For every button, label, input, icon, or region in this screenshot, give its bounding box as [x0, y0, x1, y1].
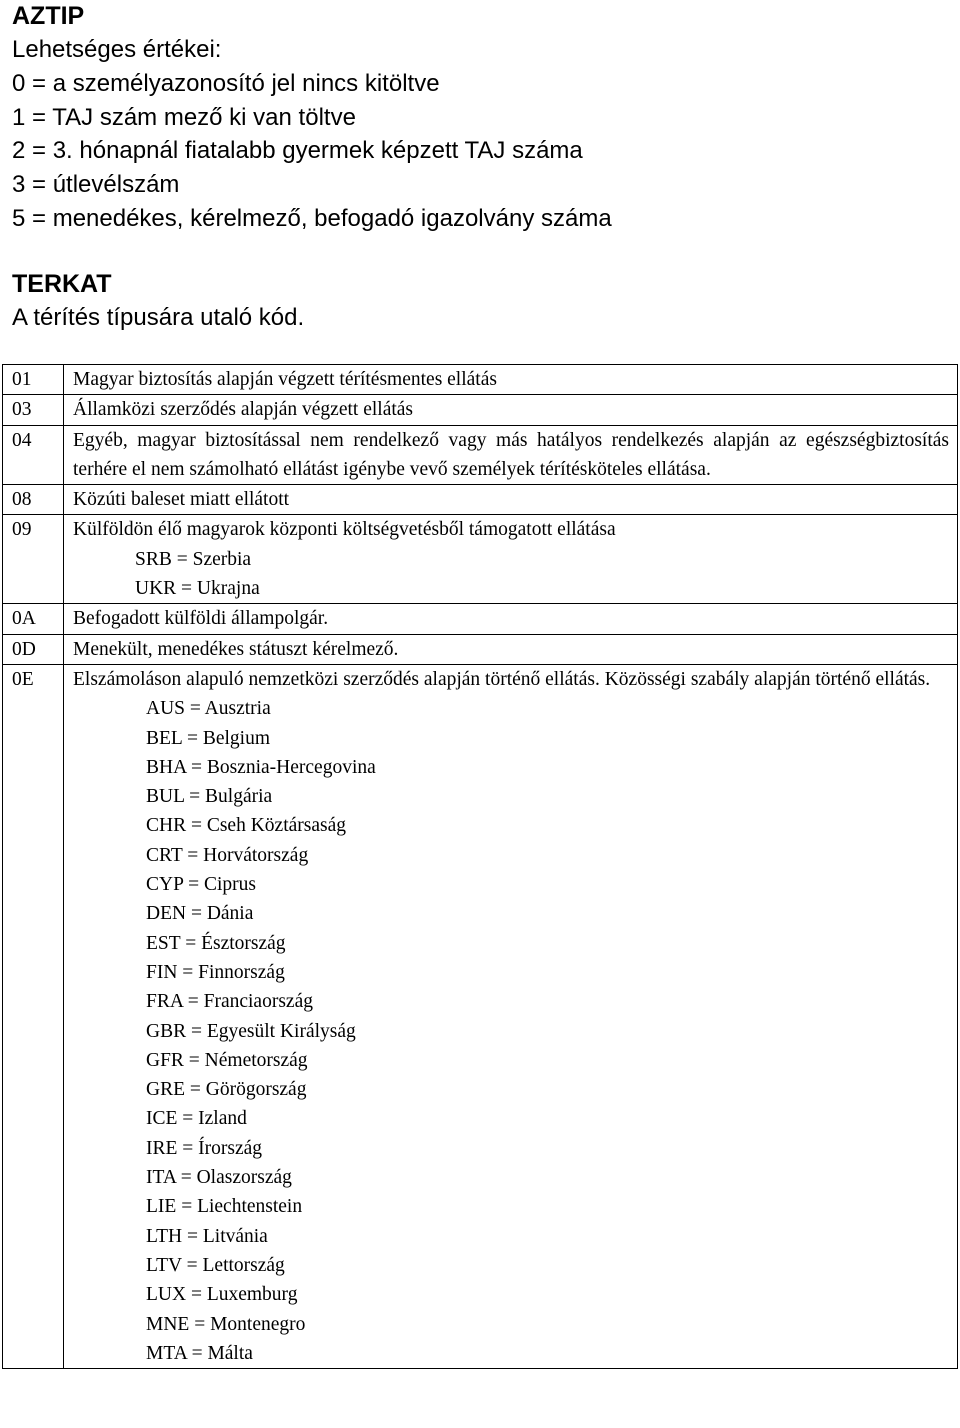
code-description: Államközi szerződés alapján végzett ellátás [73, 399, 414, 421]
country-item: GFR = Németország [146, 1049, 308, 1071]
code-description: Befogadott külföldi állampolgár. [73, 608, 329, 630]
country-item: FIN = Finnország [146, 961, 285, 983]
country-item: GRE = Görögország [146, 1079, 307, 1101]
code-cell: 0A [3, 604, 64, 634]
country-item: LTH = Litvánia [146, 1225, 268, 1247]
terkat-section [12, 268, 304, 335]
country-item: LUX = Luxemburg [146, 1284, 298, 1306]
code-description: Magyar biztosítás alapján végzett térítésmentes ellátás [73, 369, 497, 390]
country-item: ITA = Olaszország [146, 1167, 292, 1189]
country-item: UKR = Ukrajna [135, 578, 260, 600]
aztip-section [12, 0, 612, 236]
country-item: CRT = Horvátország [146, 844, 309, 866]
country-item: BHA = Bosznia-Hercegovina [146, 756, 376, 778]
description-cell [64, 515, 958, 604]
code-row [3, 664, 958, 1368]
aztip-intro: Lehetséges értékei: [12, 36, 222, 63]
terkat-intro: A térítés típusára utaló kód. [12, 304, 305, 331]
code-description: Közúti baleset miatt ellátott [73, 489, 290, 511]
description-cell [64, 365, 958, 395]
description-cell [64, 634, 958, 664]
code-cell: 0D [3, 634, 64, 664]
country-item: IRE = Írország [146, 1137, 263, 1159]
country-item: CHR = Cseh Köztársaság [146, 815, 347, 837]
country-item: MNE = Montenegro [146, 1313, 306, 1335]
code-row [3, 604, 958, 634]
description-cell [64, 664, 958, 1368]
country-item: LIE = Liechtenstein [146, 1196, 303, 1218]
terkat-heading: TERKAT [12, 270, 112, 298]
code-row [3, 365, 958, 395]
country-item: GBR = Egyesült Királyság [146, 1020, 356, 1042]
aztip-value: 2 = 3. hónapnál fiatalabb gyermek képzett TAJ száma [12, 137, 583, 165]
code-cell: 01 [3, 365, 64, 395]
country-item: BUL = Bulgária [146, 786, 273, 808]
country-item: DEN = Dánia [146, 903, 254, 925]
description-cell [64, 425, 958, 485]
aztip-value: 1 = TAJ szám mező ki van töltve [12, 103, 356, 131]
country-item: AUS = Ausztria [146, 698, 271, 720]
code-cell: 08 [3, 485, 64, 515]
code-row [3, 395, 958, 425]
description-cell [64, 485, 958, 515]
country-item: ICE = Izland [146, 1108, 247, 1130]
code-description: Menekült, menedékes státuszt kérelmező. [73, 638, 399, 660]
code-row [3, 485, 958, 515]
description-cell [64, 604, 958, 634]
code-description: Elszámoláson alapuló nemzetközi szerződés alapján történő ellátás. Közösségi szabály alapján történő ellátás. [73, 668, 931, 690]
country-item: SRB = Szerbia [135, 548, 252, 570]
country-item: FRA = Franciaország [146, 991, 313, 1013]
country-item: MTA = Málta [146, 1342, 253, 1364]
aztip-value: 0 = a személyazonosító jel nincs kitöltve [12, 69, 440, 97]
country-item: CYP = Ciprus [146, 874, 256, 896]
code-row [3, 425, 958, 485]
code-cell: 03 [3, 395, 64, 425]
code-table-body [3, 365, 958, 1369]
code-row [3, 634, 958, 664]
code-cell: 0E [3, 664, 64, 1368]
code-row [3, 515, 958, 604]
terkat-code-table [2, 364, 958, 1369]
country-item: EST = Észtország [146, 932, 286, 954]
country-item: BEL = Belgium [146, 727, 271, 749]
aztip-value: 3 = útlevélszám [12, 171, 180, 199]
country-list [73, 694, 949, 1368]
code-cell: 09 [3, 515, 64, 604]
country-list [73, 545, 949, 604]
code-description: Külföldön élő magyarok központi költségvetésből támogatott ellátása [73, 519, 616, 541]
aztip-heading: AZTIP [12, 2, 85, 30]
code-cell: 04 [3, 425, 64, 485]
aztip-value: 5 = menedékes, kérelmező, befogadó igazolvány száma [12, 204, 612, 232]
country-item: LTV = Lettország [146, 1254, 285, 1276]
code-description: Egyéb, magyar biztosítással nem rendelkező vagy más hatályos rendelkezés alapján az egészségbiztosítás terhére el nem számolható ellátást igénybe vevő személyek térítésköteles ellátása. [73, 429, 949, 480]
description-cell [64, 395, 958, 425]
